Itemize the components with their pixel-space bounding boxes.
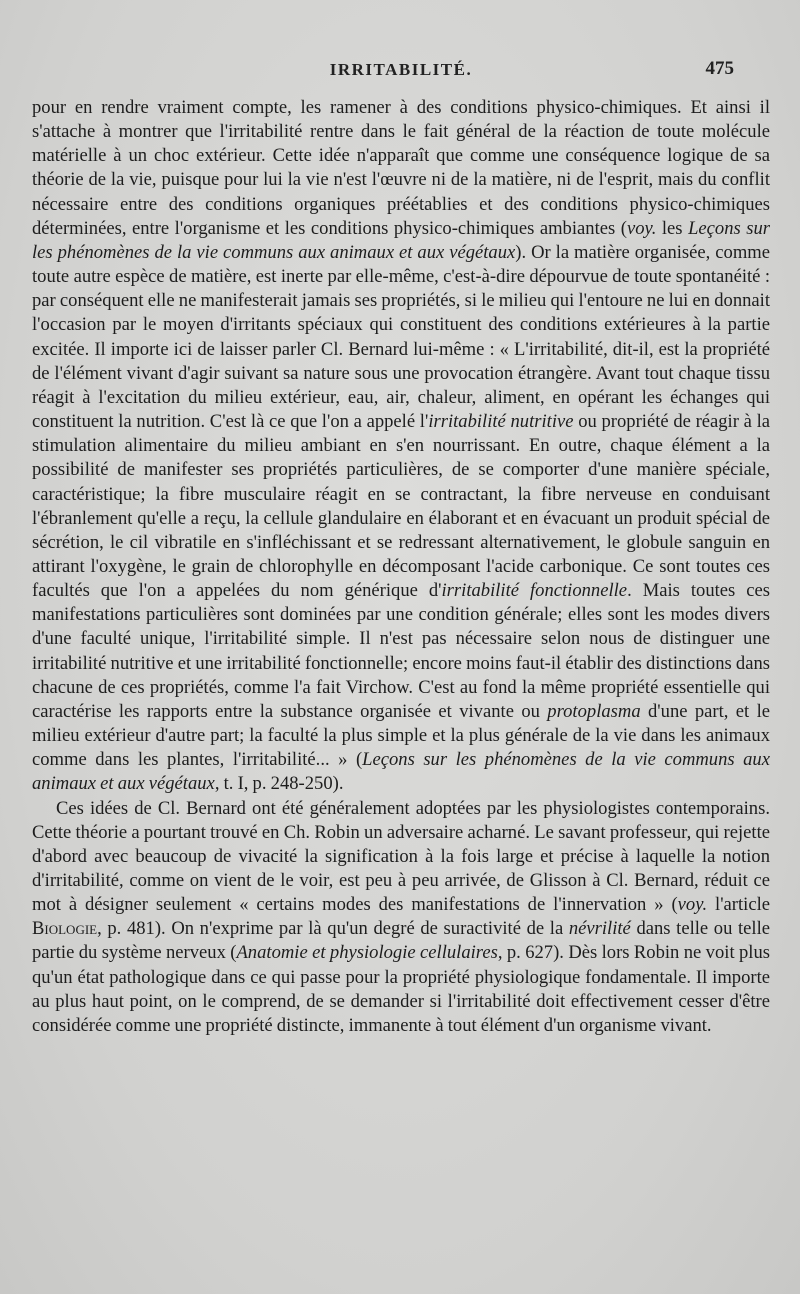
- italic-run: irritabilité nutritive: [428, 411, 574, 433]
- text-run: d'une part, et le milieu extérieur d'autre part; la faculté la plus simple et la plus générale de la vie dans les animaux comme dans les plantes, l'irritabilité... » (: [32, 700, 770, 771]
- text-run: , p. 627). Dès lors Robin ne voit plus qu'un état pathologique dans ce qui passe pour la propriété physiologique fondamentale. Il importe au plus haut point, on le comprend, de se demander si l'irritabilité doit effectivement cesser d'être considérée comme une propriété distincte, immanente à tout élément d'un organisme vivant.: [32, 942, 770, 1036]
- text-run: ). Or la matière organisée, comme toute autre espèce de matière, est inerte par elle-même, c'est-à-dire dépourvue de toute spontanéité : par conséquent elle ne manifesterait jamais ses propriétés, si le milieu qui l'entoure ne lui en donnait l'occasion par le moyen d'irritants spéciaux qui constituent des conditions extérieures à la partie excitée. Il importe ici de laisser parler Cl. Bernard lui-même : « L'irritabilité, dit-il, est la propriété de l'élément vivant d'agir suivant sa nature sous une provocation étrangère. Avant tout chaque tissu réagit à l'excitation du milieu extérieur, eau, air, chaleur, aliment, en opérant les échanges qui constituent la nutrition. C'est là ce que l'on a appelé l': [32, 241, 770, 433]
- italic-run: Anatomie et physiologie cellulaires: [236, 942, 498, 964]
- text-run: ou propriété de réagir à la stimulation alimentaire du milieu ambiant en s'en nourrissant. En outre, chaque élément a la possibilité de manifester ses propriétés particulières, de se comporter d'une manière spéciale, caractéristique; la fibre musculaire réagit en se contractant, la fibre nerveuse en conduisant l'ébranlement qu'elle a reçu, la cellule glandulaire en élaborant et en évacuant un produit spécial de sécrétion, le cil vibratile en s'infléchissant et se redressant alternativement, le globule sanguin en attirant l'oxygène, le grain de chlorophylle en décomposant l'acide carbonique. Ce sont toutes ces facultés que l'on a appelées du nom générique d': [32, 411, 770, 602]
- text-run: . Mais toutes ces manifestations particulières sont dominées par une condition générale; elles sont les modes divers d'une faculté unique, l'irritabilité simple. Il n'est pas nécessaire selon nous de distinguer une irritabilité nutritive et une irritabilité fonctionnelle; encore moins faut-il établir des distinctions dans chacune de ces propriétés, comme l'a fait Virchow. C'est au fond la même propriété essentielle qui caractérise les rapports entre la substance organisée et vivante ou: [32, 580, 771, 722]
- italic-run: irritabilité fonctionnelle: [441, 580, 628, 602]
- italic-run: voy.: [626, 217, 657, 239]
- text-run: Ces idées de Cl. Bernard ont été généralement adoptées par les physiologistes contemporains. Cette théorie a pourtant trouvé en Ch. Robin un adversaire acharné. Le savant professeur, qui rejette d'abord avec beaucoup de vivacité la signification à la fois large et précise à laquelle la notion d'irritabilité, comme on vient de le voir, est peu à peu arrivée, de Glisson à Cl. Bernard, réduit ce mot à désigner seulement « certains modes des manifestations de l'innervation » (: [32, 797, 770, 916]
- page-number: 475: [705, 58, 734, 79]
- paragraph-2: [32, 797, 770, 1039]
- paragraph-1: [32, 96, 770, 797]
- text-run: dans telle ou telle partie du système nerveux (: [32, 918, 771, 964]
- running-head: [32, 52, 770, 96]
- italic-run: voy.: [677, 894, 708, 916]
- text-run: , p. 481). On n'exprime par là qu'un degré de suractivité de la: [97, 918, 569, 940]
- italic-run: Leçons sur les phénomènes de la vie communs aux animaux et aux végétaux: [32, 217, 771, 263]
- italic-run: protoplasma: [547, 700, 641, 722]
- italic-run: Leçons sur les phénomènes de la vie communs aux animaux et aux végétaux: [32, 749, 770, 795]
- text-run: l'article: [707, 894, 770, 916]
- running-title: IRRITABILITÉ.: [329, 60, 473, 79]
- text-run: les: [656, 217, 689, 239]
- text-run: pour en rendre vraiment compte, les ramener à des conditions physico-chimiques. Et ainsi il s'attache à montrer que l'irritabilité rentre dans le fait général de la réaction de toute molécule matérielle à un choc extérieur. Cette idée n'apparaît que comme une conséquence logique de sa théorie de la vie, puisque pour lui la vie n'est l'œuvre ni de la matière, ni de l'esprit, mais du conflit nécessaire entre des conditions organiques préétablies et des conditions physico-chimiques déterminées, entre l'organisme et les conditions physico-chimiques ambiantes (: [32, 97, 770, 239]
- italic-run: névrilité: [568, 918, 631, 940]
- body-text: [32, 96, 770, 1038]
- smallcaps-run: Biologie: [32, 918, 98, 940]
- text-run: , t. I, p. 248-250).: [214, 773, 344, 795]
